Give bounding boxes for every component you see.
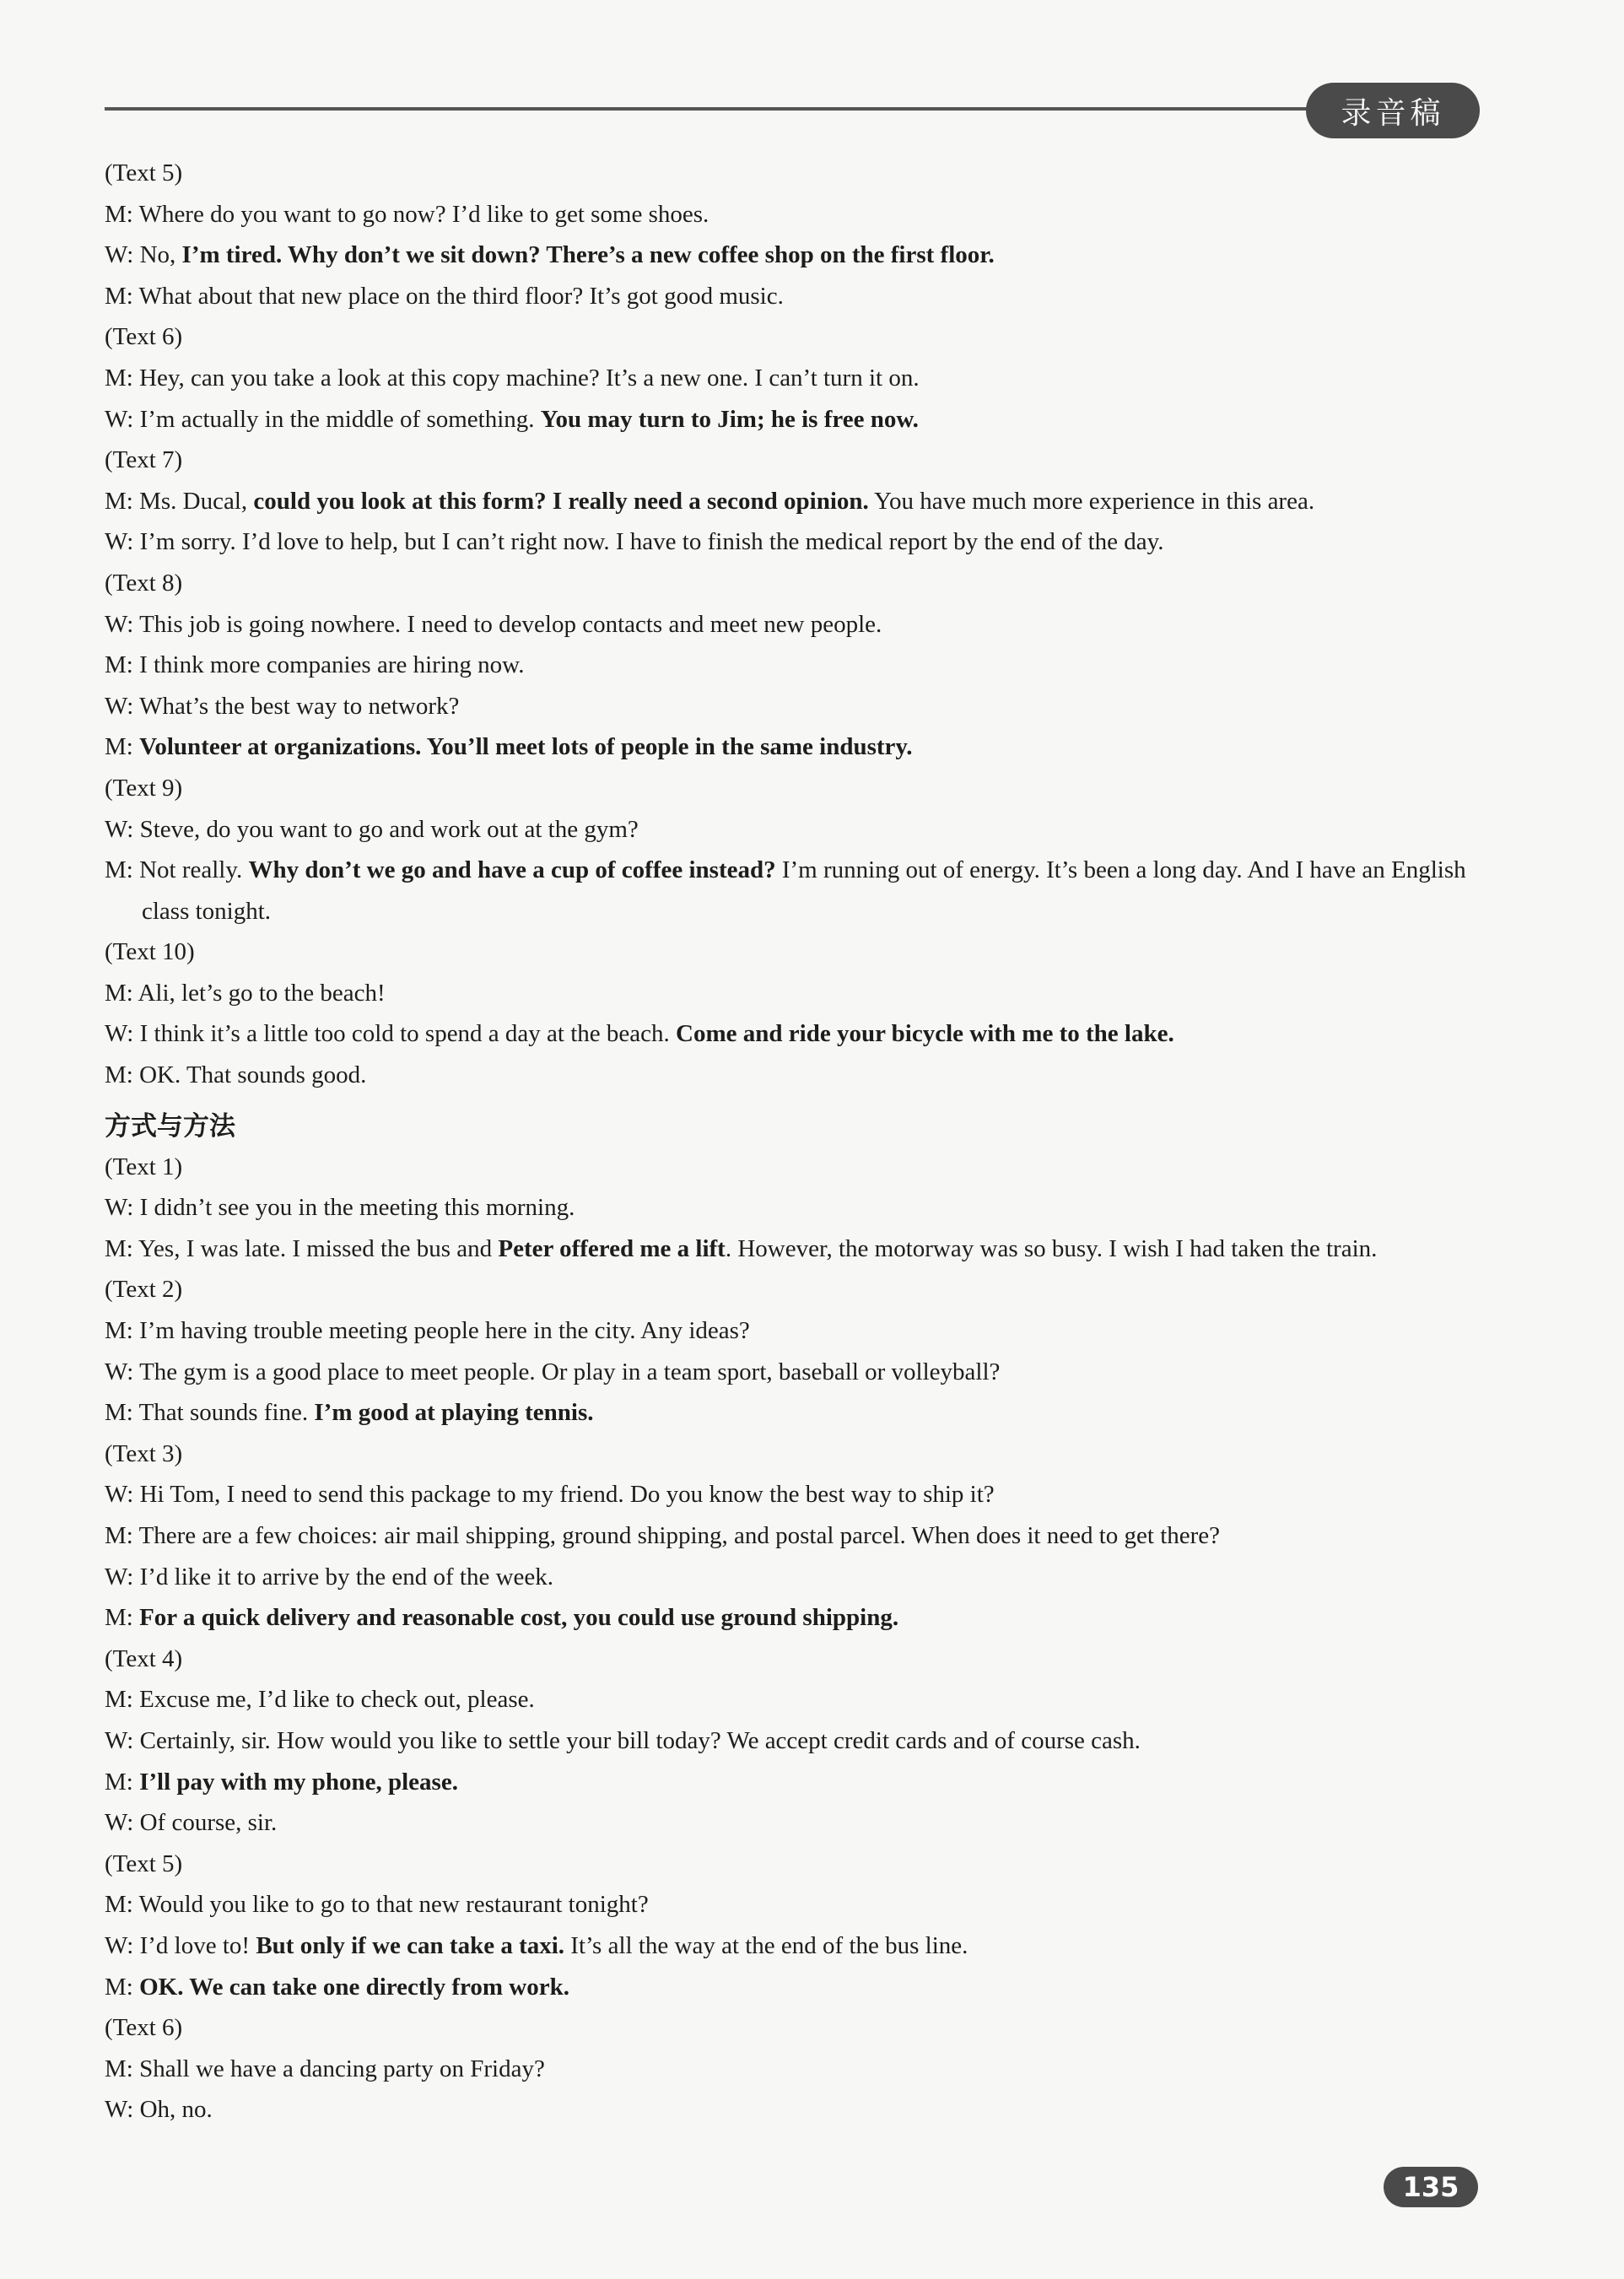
dialogue-line	[105, 686, 1480, 727]
dialogue-text: (Text 4)	[105, 1644, 183, 1672]
dialogue-line	[105, 358, 1480, 399]
dialogue-text: M:	[105, 1768, 140, 1796]
key-answer: I’m tired. Why don’t we sit down? There’s a new coffee shop on the first floor.	[181, 241, 995, 269]
dialogue-text: W: I think it’s a little too cold to spend a day at the beach.	[105, 1020, 677, 1048]
page-number: 135	[1384, 2167, 1478, 2207]
key-answer: You may turn to Jim; he is free now.	[540, 405, 919, 433]
dialogue-text: W: Steve, do you want to go and work out at the gym?	[105, 815, 639, 843]
key-answer: Come and ride your bicycle with me to the lake.	[676, 1020, 1174, 1048]
header-rule	[105, 107, 1319, 111]
key-answer: could you look at this form? I really need a second opinion.	[253, 487, 869, 515]
dialogue-text: M: Ms. Ducal,	[105, 487, 254, 515]
key-answer: I’m good at playing tennis.	[314, 1399, 594, 1427]
dialogue-text: M: Yes, I was late. I missed the bus and	[105, 1234, 499, 1262]
dialogue-text: M: Not really.	[105, 856, 249, 884]
dialogue-line	[105, 194, 1480, 235]
text-label	[105, 563, 1480, 604]
header-tab: 录音稿	[1306, 83, 1480, 138]
text-label	[105, 1269, 1480, 1310]
dialogue-text: M: Ali, let’s go to the beach!	[105, 979, 386, 1007]
dialogue-text: M: There are a few choices: air mail shipping, ground shipping, and postal parcel. When does it need to get there?	[105, 1522, 1221, 1549]
dialogue-text: (Text 6)	[105, 323, 183, 351]
text-label	[105, 768, 1480, 809]
dialogue-text: It’s all the way at the end of the bus line.	[564, 1931, 968, 1959]
dialogue-line	[105, 521, 1480, 563]
dialogue-text: You have much more experience in this area.	[868, 487, 1315, 515]
section-title: 方式与方法	[105, 1110, 235, 1142]
text-label	[105, 440, 1480, 481]
key-answer: Peter offered me a lift	[498, 1234, 726, 1262]
dialogue-text: (Text 2)	[105, 1276, 183, 1304]
dialogue-line	[105, 481, 1480, 522]
dialogue-text: W: Of course, sir.	[105, 1809, 278, 1837]
dialogue-text: M: I’m having trouble meeting people here in the city. Any ideas?	[105, 1317, 750, 1345]
dialogue-line	[105, 645, 1480, 686]
dialogue-text: (Text 5)	[105, 159, 183, 186]
dialogue-text: M:	[105, 1973, 140, 2001]
dialogue-text: M: I think more companies are hiring now.	[105, 651, 525, 679]
dialogue-line	[105, 2089, 1480, 2130]
dialogue-line	[105, 1720, 1480, 1762]
key-answer: I’ll pay with my phone, please.	[139, 1768, 458, 1796]
text-label	[105, 1147, 1480, 1188]
text-label	[105, 153, 1480, 194]
dialogue-text: W: I’d love to!	[105, 1931, 256, 1959]
dialogue-line	[105, 1597, 1480, 1639]
dialogue-line	[105, 1925, 1480, 1967]
dialogue-line	[105, 809, 1480, 851]
key-answer: Volunteer at organizations. You’ll meet lots of people in the same industry.	[139, 733, 913, 761]
dialogue-text: M:	[105, 1604, 140, 1632]
dialogue-line	[105, 399, 1480, 440]
dialogue-line	[105, 1679, 1480, 1720]
dialogue-text: (Text 6)	[105, 2014, 183, 2042]
dialogue-text: (Text 8)	[105, 569, 183, 597]
dialogue-line	[105, 1967, 1480, 2008]
dialogue-line	[105, 604, 1480, 645]
dialogue-text: (Text 5)	[105, 1850, 183, 1877]
dialogue-text: M: Shall we have a dancing party on Friday?	[105, 2055, 545, 2082]
dialogue-text: W: Oh, no.	[105, 2096, 213, 2124]
dialogue-line	[105, 1884, 1480, 1925]
transcript-part-2	[105, 1147, 1480, 2130]
dialogue-line	[105, 726, 1480, 768]
dialogue-text: M: Hey, can you take a look at this copy machine? It’s a new one. I can’t turn it on.	[105, 364, 920, 392]
dialogue-text: M:	[105, 733, 140, 761]
key-answer: OK. We can take one directly from work.	[139, 1973, 569, 2001]
dialogue-line	[105, 1310, 1480, 1352]
key-answer: For a quick delivery and reasonable cost, you could use ground shipping.	[139, 1604, 899, 1632]
dialogue-text: W: The gym is a good place to meet people. Or play in a team sport, baseball or volleyball?	[105, 1358, 1001, 1385]
dialogue-line	[105, 1474, 1480, 1515]
key-answer: But only if we can take a taxi.	[256, 1931, 565, 1959]
dialogue-text: W: I didn’t see you in the meeting this morning.	[105, 1194, 575, 1222]
dialogue-line	[105, 1802, 1480, 1844]
dialogue-text: M: Would you like to go to that new restaurant tonight?	[105, 1891, 649, 1919]
dialogue-text: M: What about that new place on the third floor? It’s got good music.	[105, 282, 784, 310]
dialogue-text: W: I’d like it to arrive by the end of the week.	[105, 1563, 554, 1590]
dialogue-line	[105, 1013, 1480, 1055]
text-label	[105, 2007, 1480, 2049]
dialogue-text: M: Excuse me, I’d like to check out, please.	[105, 1686, 535, 1714]
dialogue-text: M: That sounds fine.	[105, 1399, 315, 1427]
dialogue-line	[105, 1762, 1480, 1803]
dialogue-text: (Text 1)	[105, 1153, 183, 1180]
key-answer: Why don’t we go and have a cup of coffee instead?	[248, 856, 776, 884]
dialogue-text: W: No,	[105, 241, 182, 269]
dialogue-line	[105, 1187, 1480, 1229]
dialogue-line	[105, 235, 1480, 276]
dialogue-line	[105, 1557, 1480, 1598]
dialogue-line	[105, 1392, 1480, 1434]
dialogue-line	[105, 276, 1480, 317]
text-label	[105, 932, 1480, 973]
dialogue-text: (Text 9)	[105, 774, 183, 802]
dialogue-text: (Text 7)	[105, 446, 183, 474]
dialogue-line	[105, 1352, 1480, 1393]
dialogue-line	[105, 1055, 1480, 1096]
text-label	[105, 1639, 1480, 1680]
dialogue-text: M: Where do you want to go now? I’d like to get some shoes.	[105, 200, 709, 228]
text-label	[105, 316, 1480, 358]
dialogue-text: . However, the motorway was so busy. I wish I had taken the train.	[725, 1234, 1378, 1262]
text-label	[105, 1844, 1480, 1885]
dialogue-line	[105, 1515, 1480, 1557]
dialogue-text: W: What’s the best way to network?	[105, 692, 460, 720]
transcript-content	[105, 153, 1480, 2130]
dialogue-text: I’m running out of energy. It’s been a long day. And I have an English class tonight.	[142, 856, 1466, 925]
dialogue-text: W: This job is going nowhere. I need to develop contacts and meet new people.	[105, 610, 882, 638]
dialogue-text: (Text 10)	[105, 938, 195, 966]
text-label	[105, 1434, 1480, 1475]
transcript-part-1	[105, 153, 1480, 1096]
dialogue-line	[105, 1229, 1480, 1270]
dialogue-text: M: OK. That sounds good.	[105, 1061, 367, 1089]
dialogue-text: (Text 3)	[105, 1439, 183, 1467]
dialogue-text: W: Certainly, sir. How would you like to settle your bill today? We accept credit cards and of course cash.	[105, 1726, 1141, 1754]
dialogue-text: W: Hi Tom, I need to send this package to my friend. Do you know the best way to ship it?	[105, 1481, 995, 1509]
dialogue-line	[105, 850, 1480, 932]
dialogue-line	[105, 973, 1480, 1014]
dialogue-line	[105, 2049, 1480, 2090]
dialogue-text: W: I’m actually in the middle of something.	[105, 405, 541, 433]
dialogue-text: W: I’m sorry. I’d love to help, but I can’t right now. I have to finish the medical report by the end of the day.	[105, 528, 1164, 556]
